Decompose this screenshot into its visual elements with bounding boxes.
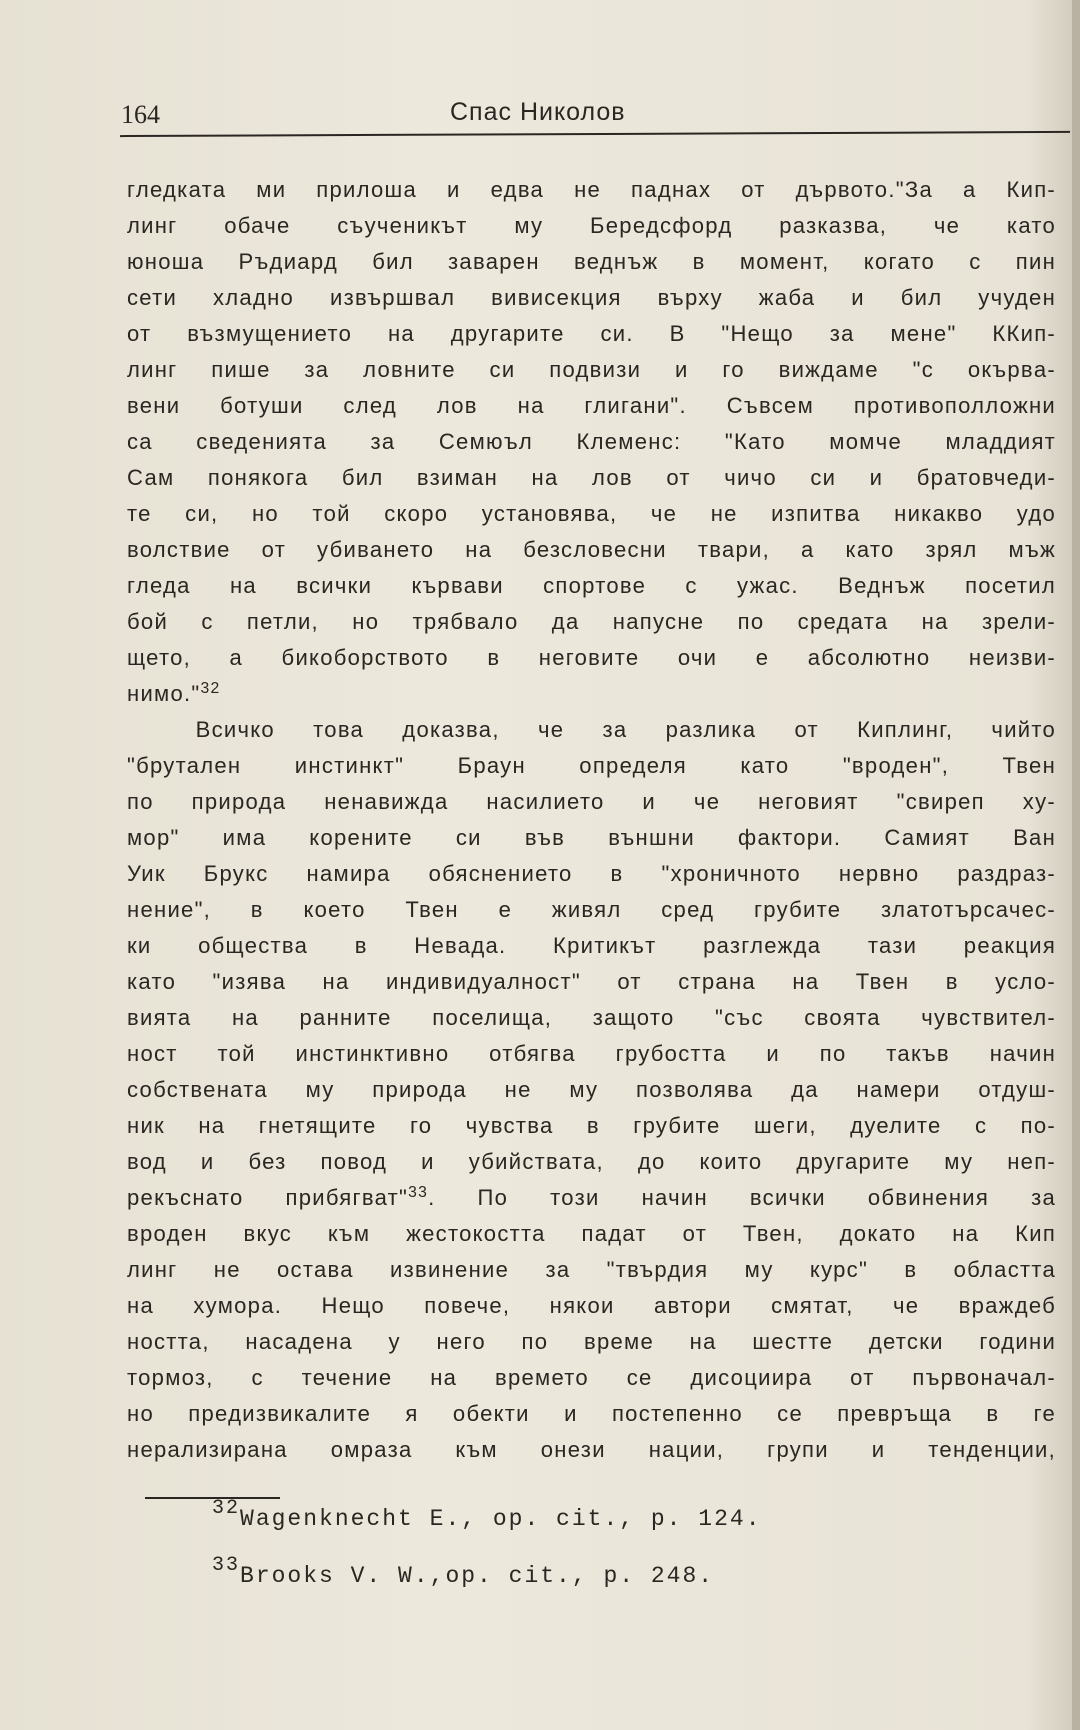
text-line: ност той инстинктивно отбягва грубостта и по такъв начин [127,1041,1057,1066]
text-line: вени ботуши след лов на глигани". Съвсем противополложни [127,393,1057,418]
paragraph-1 [127,172,1075,712]
text-line: вод и без повод и убийствата, до които другарите му неп- [127,1149,1057,1174]
text-span: рекъснато прибягват" [127,1185,409,1210]
text-line: нерализирана омраза към онези нации, групи и тенденции, [127,1437,1057,1462]
text-line: Всичко това доказва, че за разлика от Киплинг, чийто [195,717,1057,742]
text-line: ник на гнетящите го чувства в грубите шеги, дуелите с по- [127,1113,1057,1138]
text-line: волствие от убиването на безсловесни твари, а като зрял мъж [127,537,1057,562]
text-line: собствената му природа не му позволява да намери отдуш- [127,1077,1057,1102]
text-line: са сведенията за Семюъл Клеменс: "Като момче младдият [127,429,1057,454]
text-line: бой с петли, но трябвало да напусне по средата на зрели- [127,609,1057,634]
text-line: сети хладно извършвал вивисекция върху жаба и бил учуден [127,285,1057,310]
paragraph-2 [127,712,1075,1468]
text-line: вията на ранните поселища, защото "със своята чувствител- [127,1005,1057,1030]
text-line: на хумора. Нещо повече, някои автори смятат, че враждеб [127,1293,1057,1318]
text-line: те си, но той скоро установява, че не изпитва никакво удо [127,501,1057,526]
text-line: линг пише за ловните си подвизи и го виждаме "с окървa- [127,357,1057,382]
text-span: нимо." [127,681,201,706]
text-line: мор" има корените си във външни фактори. Самият Ван [127,825,1057,850]
text-line: вроден вкус към жестокостта падат от Твен, докато на Кип [127,1221,1057,1246]
text-line: тормоз, с течение на времето се дисоциира от първоначал- [127,1365,1057,1390]
text-line: Сам понякога бил взиман на лов от чичо си и братовчеди- [127,465,1057,490]
text-line [127,676,1056,712]
text-line: ността, насадена у него по време на шестте детски години [127,1329,1057,1354]
footnote-32: $^{32}$Wagenknecht E., op. cit., p. 124. [212,1497,762,1532]
text-line: като "изява на индивидуалност" от страна на Твен в усло- [127,969,1057,994]
footnote-ref-32: 32 [200,680,221,697]
text-line: юноша Ръдиард бил заварен веднъж в момент, когато с пин [127,249,1057,274]
footnote-33: $^{33}$Brooks V. W.,op. cit., p. 248. [212,1554,715,1589]
text-line: нение", в което Твен е живял сред грубите златотърсачес- [127,897,1057,922]
text-line: щето, а бикоборството в неговите очи е абсолютно неизви- [127,645,1057,670]
text-line: гледа на всички кървави спортове с ужас. Веднъж посетил [127,573,1057,598]
footnote-ref-33: 33 [408,1184,429,1201]
header-rule [120,131,1070,137]
text-line [127,1180,1056,1216]
text-line: но предизвикалите я обекти и постепенно се превръща в ге [127,1401,1057,1426]
text-line: от възмущението на другарите си. В "Нещо за мене" ККип- [127,321,1057,346]
text-line: Уик Брукс намира обяснението в "хроничното нервно раздраз- [127,861,1057,886]
body-text [127,172,1075,1468]
text-line: линг обаче съученикът му Бередсфорд разказва, че като [127,213,1057,238]
text-line: по природа ненавижда насилието и че неговият "свиреп ху- [127,789,1057,814]
page-number: 164 [121,100,160,129]
text-line: ки общества в Невада. Критикът разглежда тази реакция [127,933,1057,958]
text-span: . По този начин всички обвинения за [428,1185,1057,1210]
text-line: линг не остава извинение за "твърдия му курс" в областта [127,1257,1057,1282]
text-line: "брутален инстинкт" Браун определя като "вроден", Твен [127,753,1057,778]
running-title: Спас Николов [450,98,626,126]
text-line: гледката ми прилоша и едва не паднах от дървото."За а Кип- [127,177,1057,202]
